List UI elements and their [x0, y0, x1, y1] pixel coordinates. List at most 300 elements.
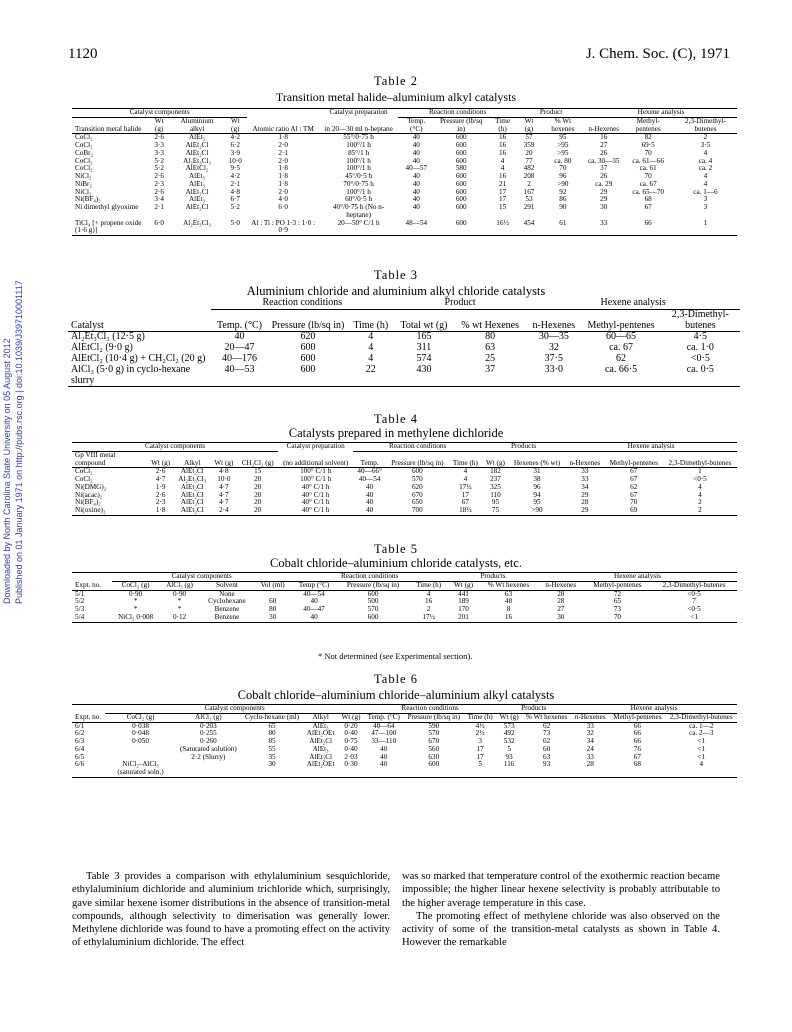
table5-column-header: Pressure (lb/sq in)	[337, 581, 410, 590]
table3-cell: 37	[454, 365, 526, 387]
table4-column-header: Alkyl	[174, 451, 210, 468]
table4-cell: 38	[533, 475, 541, 484]
table4-cell: 10·0	[217, 475, 231, 484]
table4-cell: 67	[630, 475, 638, 484]
table4-cell: 20	[254, 490, 262, 499]
body-paragraph: was so marked that temperature control of the exothermic reaction became impossible; the higher linear hexene selectivity is probably attributable to the higher average temperature in this case.	[402, 871, 720, 909]
table2-cell: 33	[585, 220, 623, 236]
table4-cell: Al₂Et₃Cl₃	[178, 475, 207, 484]
table3-cell: 600	[300, 352, 316, 364]
table5-cell: *	[133, 597, 138, 606]
table6-cell: 0·75	[344, 737, 358, 746]
table2-cell: 10·0	[228, 156, 242, 165]
t3-group: Hexene analysis	[526, 298, 740, 309]
table6-cell: AlEt₃	[312, 721, 329, 730]
table2-cell: 600	[435, 220, 488, 236]
table6-cell: 66	[633, 737, 641, 746]
t2-group: Hexene analysis	[585, 109, 737, 118]
table2-cell: 600	[455, 187, 467, 196]
table2-cell: 3	[703, 195, 708, 204]
table3-cell: 4·5	[693, 331, 707, 343]
table5-cell: 30	[254, 614, 291, 622]
table2-cell: ca. 65—70	[632, 187, 664, 196]
t4-group: Catalyst components	[72, 443, 278, 452]
table6-cell: 630	[428, 752, 440, 761]
table4-cell: 2	[663, 507, 737, 515]
table6-cell: 4½	[475, 721, 485, 730]
table2-cell: 3·9	[230, 148, 241, 157]
table3-cell: ca. 66·5	[581, 365, 660, 387]
table2-cell: 4·2	[230, 172, 241, 181]
table2-row	[72, 220, 737, 236]
sidebar-published: Published on 01 January 1971 on http://pubs.rsc.org | doi:10.1039/J39710001117	[14, 280, 24, 604]
table2-cell: 82	[644, 133, 652, 142]
table3-cell: AlEtCl₂ (9·0 g)	[71, 342, 133, 354]
table2-cell: AlEt₃	[188, 133, 206, 142]
table4-cell: 33	[581, 475, 589, 484]
table4-cell: <0·5	[693, 475, 707, 484]
table2-cell: 6·0	[278, 203, 288, 212]
table4-cell: 40° C/1 h	[301, 482, 330, 491]
table6-column-header: Methyl-pentenes	[609, 713, 665, 722]
table4-cell: AlEt₂Cl	[174, 507, 210, 515]
t3-group: Product	[394, 298, 526, 309]
table2-cell: 5·0	[223, 220, 247, 236]
table2-cell: Al₂Et₃Cl₃	[183, 156, 211, 165]
table2-cell: 1·8	[278, 179, 288, 188]
table3-cell: 33·0	[526, 365, 581, 387]
table6-cell: (Saturated solution)	[179, 744, 237, 753]
t6-group: Catalyst components	[105, 705, 364, 714]
table5-cell: 2	[426, 605, 431, 614]
table6-cell: ca. 2—3	[689, 729, 714, 738]
table4-cell: 100° C/1 h	[300, 475, 332, 484]
table4-column-header: Methyl-pentenes	[605, 451, 663, 468]
table2-row	[72, 134, 737, 142]
table6-cell: 5	[507, 744, 511, 753]
table2-cell: 15	[498, 203, 507, 212]
table4-cell: 20	[237, 507, 278, 515]
t2-group: Reaction conditions	[398, 109, 517, 118]
table4-cell: 4·7	[219, 490, 229, 499]
t4-group: Reaction conditions	[353, 443, 482, 452]
table5-column-header: Time (h)	[409, 581, 448, 590]
table3-cell: 40	[234, 331, 245, 343]
table4-cell: CoCl₂	[75, 467, 93, 476]
table2-cell: CoCl₂	[75, 164, 93, 173]
table5-column-header: Expt. no.	[72, 581, 112, 590]
table2-cell: 29	[600, 187, 608, 196]
table2-cell: 454	[517, 220, 541, 236]
table5-title: Cobalt chloride–aluminium chloride catalysts, etc.	[269, 556, 522, 570]
table2-cell: 92	[559, 187, 567, 196]
table2-cell: 600	[455, 156, 467, 165]
table2-cell: 2·0	[278, 156, 288, 165]
table4-cell: 4·7	[219, 482, 229, 491]
table2-cell: 95	[559, 133, 567, 142]
table5-cell: 16	[425, 597, 433, 606]
table4-column-header: n-Hexenes	[565, 451, 604, 468]
table4-column-header: 2,3-Dimethyl-butenes	[663, 451, 737, 468]
table6-cell: 590	[428, 721, 440, 730]
table4-column-header: Time (h)	[449, 451, 482, 468]
table6-cell: 0·40	[344, 744, 358, 753]
table6-cell: 670	[428, 737, 440, 746]
table3-cell: AlEtCl₂ (10·4 g) + CH₂Cl₂ (20 g)	[71, 352, 206, 364]
table2-cell: CoCl₂	[75, 156, 93, 165]
table6-cell: 3	[478, 737, 482, 746]
table5-cell: 28	[557, 597, 565, 606]
table2-cell: 100°/1 h	[346, 156, 371, 165]
table4-cell: 4	[698, 482, 702, 491]
body-left-column	[72, 870, 390, 950]
table5-cell: <0·5	[687, 605, 701, 614]
table5-column-header: n-Hexenes	[538, 581, 584, 590]
table4-cell: 75	[482, 507, 509, 515]
table6-cell: 0·050	[132, 737, 149, 746]
table6-column-header: n-Hexenes	[571, 713, 609, 722]
table5-cell: *	[177, 605, 182, 614]
table4-column-header: Wt (g)	[482, 451, 509, 468]
table6-cell: 0·20	[344, 721, 358, 730]
table2-cell: 4	[500, 164, 505, 173]
table2-cell: 40	[412, 195, 420, 204]
table4-column-header: Wt (g)	[147, 451, 174, 468]
table2-cell: 167	[523, 187, 535, 196]
table3-row	[68, 332, 740, 343]
table2-cell: 2·1	[278, 148, 288, 157]
table6-cell: 6/4	[75, 744, 85, 753]
table4-cell: 110	[490, 490, 501, 499]
table6-cell: 40	[380, 744, 388, 753]
table2-cell: 16½	[488, 220, 517, 236]
t2-group: Catalyst components	[72, 109, 247, 118]
table2-cell: Ni dimethyl glyoxime	[75, 203, 139, 212]
table4-column-header: CH₂Cl₂ (g)	[237, 451, 278, 468]
table6-cell: 68	[609, 761, 665, 777]
table3-cell: 62	[616, 352, 627, 364]
table2-cell: AlEt₃	[188, 195, 206, 204]
table5-label: Table 5	[374, 542, 418, 556]
table3-cell: 165	[416, 331, 432, 343]
table3	[68, 298, 740, 387]
table6	[72, 704, 737, 778]
table4-cell: 67	[630, 490, 638, 499]
table2-cell: 40	[412, 148, 420, 157]
table5-column-header: Wt (g)	[448, 581, 479, 590]
table3-cell: 40—176	[222, 352, 257, 364]
table4-cell: 34	[581, 482, 589, 491]
table3-cell: <0·5	[690, 352, 710, 364]
table5-cell: <0·5	[687, 589, 701, 598]
table6-column-header: Wt (g)	[338, 713, 364, 722]
table6-cell: 17	[476, 744, 484, 753]
table4-cell: 670	[411, 490, 423, 499]
table2-cell: 6·2	[230, 141, 241, 150]
table2-cell: 4	[500, 156, 505, 165]
table4-cell: 95	[491, 498, 500, 507]
table4-cell: 4·7	[219, 498, 229, 507]
table3-cell: 20—47	[224, 342, 255, 354]
table2-cell: 45°/0·5 h	[345, 172, 373, 181]
table3-column-header: Temp. (°C)	[211, 309, 269, 332]
table3-row	[68, 365, 740, 387]
table2-cell: 55°/0·75 h	[343, 133, 374, 142]
table2-column-header: Transition metal halide	[72, 117, 147, 134]
table6-cell: 492	[503, 729, 515, 738]
table2-row	[72, 165, 737, 173]
table5-column-header: 2,3-Dimethyl-butenes	[651, 581, 737, 590]
table2-column-header: Methyl-pentenes	[622, 117, 673, 134]
table5-column-header: Vol (ml)	[254, 581, 291, 590]
table2-cell: 5·2	[154, 156, 164, 165]
table2-cell: 90	[559, 203, 567, 212]
table2-cell: 600	[455, 195, 467, 204]
table6-cell: 76	[633, 744, 641, 753]
table2-cell: 57	[525, 133, 533, 142]
table6-column-header: Time (h)	[464, 713, 496, 722]
table2-cell: 70°/0·75 h	[343, 179, 374, 188]
table2-cell: 70	[559, 164, 567, 173]
table4-cell: 4	[463, 467, 468, 476]
table2-cell: 100°/1 h	[346, 164, 371, 173]
table4-cell: 1·8	[147, 507, 174, 515]
table3-column-header: Methyl-pentenes	[581, 309, 660, 332]
table6-cell: AlEt₂Cl	[309, 737, 333, 746]
table6-cell: 28	[571, 761, 609, 777]
table2-cell: AlEtCl₂	[185, 164, 209, 173]
table6-cell: 0·260	[199, 737, 217, 746]
table6-cell: 6/1	[75, 721, 85, 730]
table4-cell: Ni(DMG)₂	[75, 482, 107, 491]
table2-cell: 26	[600, 148, 608, 157]
table5-cell: 40—47	[303, 605, 325, 614]
table4-cell: AlEt₂Cl	[180, 498, 204, 507]
table4-cell: AlEt₂Cl	[180, 490, 204, 499]
table2-cell: 291	[523, 203, 535, 212]
table2-cell: CoCl₂	[75, 141, 93, 150]
table4-cell: 620	[411, 482, 423, 491]
table2-cell: ca. 2	[698, 164, 713, 173]
table4-cell: 20	[254, 482, 262, 491]
table2-cell: 600	[455, 133, 467, 142]
table6-cell: 34	[586, 737, 594, 746]
table4-cell: 570	[411, 475, 423, 484]
table2-cell: 2·3	[154, 179, 164, 188]
table6-cell: <1	[697, 737, 706, 746]
table5-cell: 28	[557, 589, 565, 598]
table2-cell: 2·6	[154, 187, 164, 196]
table5-cell: 7	[692, 597, 696, 606]
table4-cell: 20	[254, 475, 262, 484]
table2-cell: 40	[412, 172, 420, 181]
table2-cell: 16	[498, 141, 507, 150]
table5-cell: *	[177, 597, 182, 606]
table2-cell: 4·8	[230, 187, 241, 196]
table4-cell: 40° C/1 h	[301, 498, 330, 507]
table2-row	[72, 142, 737, 150]
table4-column-header: (no additional solvent)	[278, 451, 353, 468]
table2-column-header: Wt (g)	[147, 117, 170, 134]
table2-cell: ca. 61	[639, 164, 657, 173]
table4-cell: 95	[533, 498, 541, 507]
table2-cell: 40	[412, 179, 420, 188]
table2-cell: 53	[525, 195, 533, 204]
table3-cell: Al₂Et₃Cl₃ (12·5 g)	[71, 331, 145, 343]
table2-cell: 40	[412, 187, 420, 196]
table4-cell: 4	[698, 490, 702, 499]
table2-cell: 208	[523, 172, 535, 181]
table2-cell: 69·5	[641, 141, 655, 150]
table6-cell: 32	[586, 729, 594, 738]
table5-row	[72, 598, 737, 606]
table5-cell: 73	[613, 605, 621, 614]
table2-cell: Ni(BF₄)₂	[75, 195, 101, 204]
table5-cell: 0·90	[172, 589, 187, 598]
table6-cell: 0·255	[199, 729, 217, 738]
table4-cell: 29	[581, 490, 589, 499]
t2-group: Catalyst preparation	[319, 109, 398, 118]
table2-cell: 1·8	[278, 133, 288, 142]
table6-cell: 0·40	[344, 729, 358, 738]
t5-group: Products	[448, 573, 538, 582]
table5-cell: 5/4	[72, 614, 112, 622]
table6-cell: 63	[543, 752, 551, 761]
table2-row	[72, 196, 737, 204]
table6-cell: 40—64	[372, 721, 395, 730]
table4-cell: 40° C/1 h	[278, 507, 353, 515]
table5-cell: 17½	[409, 614, 448, 622]
table2-cell: 1·8	[278, 172, 288, 181]
table4-cell: 4	[463, 475, 468, 484]
table2-cell: 4	[703, 179, 708, 188]
table2-cell: 67	[644, 203, 652, 212]
table6-cell: 80	[268, 729, 276, 738]
table2-cell: NiBr₂	[75, 179, 92, 188]
table2-cell: AlEt₂Cl	[185, 187, 209, 196]
table4-label: Table 4	[374, 412, 418, 426]
table6-cell: 47—100	[371, 729, 397, 738]
table3-cell: 80	[485, 331, 496, 343]
table2-column-header: Temp. (°C)	[398, 117, 434, 134]
table4-row	[72, 484, 737, 492]
table4-column-header: Gp VIII metal compound	[72, 451, 147, 468]
table6-cell: AlEt₂OEt	[306, 729, 335, 738]
table5-row	[72, 614, 737, 622]
table6-column-header: Temp. (°C)	[364, 713, 404, 722]
table2-row	[72, 189, 737, 197]
table6-label: Table 6	[374, 672, 418, 686]
table3-column-header: 2,3-Dimethyl-butenes	[661, 309, 740, 332]
table3-column-header: Time (h)	[348, 309, 394, 332]
table6-cell: 2·2 (Slurry)	[191, 752, 226, 761]
table3-cell: 600	[268, 365, 347, 387]
table2-cell: 20—50° C/1 h	[319, 220, 398, 236]
table5-cell: 4	[426, 589, 431, 598]
table2-cell: ca. 30—35	[587, 156, 620, 165]
table4-cell: 40	[366, 482, 374, 491]
table6-cell: 33	[586, 721, 594, 730]
table6-cell: 85	[268, 737, 276, 746]
table4-cell: >90	[509, 507, 565, 515]
table2-cell: Al₂Et₃Cl₃	[171, 220, 223, 236]
table3-cell: ca. 1·0	[686, 342, 714, 354]
t5-group: Hexene analysis	[538, 573, 737, 582]
table3-cell: 4	[368, 331, 374, 343]
table2-cell: 29	[600, 195, 608, 204]
table2-cell: CoCl₂	[75, 133, 93, 142]
table5-cell: 189	[458, 597, 469, 606]
table6-cell: 35	[268, 752, 276, 761]
table6-cell: 66	[633, 729, 641, 738]
table4-title: Catalysts prepared in methylene dichloride	[288, 426, 504, 440]
table6-cell: 62	[543, 721, 551, 730]
table2-cell: 40°/0·75 h (No n-heptane)	[332, 203, 385, 219]
table4-column-header: Hexenes (% wt)	[509, 451, 565, 468]
table5-cell: 5/2	[75, 597, 85, 606]
page-number: 1120	[68, 46, 98, 62]
table2-cell: 1·8	[278, 164, 288, 173]
table2-cell: ca. 67	[639, 179, 657, 188]
table5-column-header: CoCl₂ (g)	[112, 581, 159, 590]
table2-cell: ca. 80	[554, 156, 572, 165]
table6-cell: 116	[496, 761, 522, 777]
table4-cell: 15	[254, 467, 262, 476]
table2-column-header: Time (h)	[488, 117, 517, 134]
table2-cell: 600	[455, 203, 467, 212]
table2-cell: 66	[622, 220, 673, 236]
table2-cell: 70	[644, 172, 652, 181]
table2-column-header: 2,3-Dimethyl-butenes	[674, 117, 737, 134]
table4-cell: 237	[490, 475, 501, 484]
table4-cell: 40	[353, 507, 386, 515]
sidebar-downloaded: Downloaded by North Carolina State University on 05 August 2012	[2, 338, 12, 604]
table2-column-header: Aluminium alkyl	[171, 117, 223, 134]
table4-cell: 1	[698, 467, 702, 476]
table6-column-header: Expt. no.	[72, 713, 105, 722]
table2-cell: 6·0	[147, 220, 170, 236]
table4-cell: 94	[533, 490, 541, 499]
table2-cell: 100°/1 h	[346, 187, 371, 196]
table4-column-header: Wt (g)	[210, 451, 237, 468]
table2-cell: ca. 61—66	[632, 156, 664, 165]
table4-cell: 2·6	[155, 467, 166, 476]
table4-cell: 28	[581, 498, 589, 507]
table4-cell: 100° C/1 h	[300, 467, 332, 476]
table2-cell: 3·3	[154, 141, 164, 150]
table4-column-header: Temp.	[353, 451, 386, 468]
table2-cell: 4·2	[230, 133, 241, 142]
table4-cell: 62	[630, 482, 638, 491]
table6-cell: 30	[241, 761, 303, 777]
table6-cell: <1	[697, 744, 706, 753]
table2-cell: 61	[541, 220, 585, 236]
table2-cell: 5·2	[230, 203, 241, 212]
body-right-column	[402, 870, 720, 950]
table6-cell: 66	[633, 721, 641, 730]
table2-row	[72, 158, 737, 166]
table5-column-header: % Wt hexenes	[479, 581, 538, 590]
table2-cell: 4	[703, 172, 708, 181]
table5	[72, 572, 737, 623]
table2-cell: TiCl₄ [+ propene oxide (1·6 g)]	[72, 220, 147, 236]
table4-cell: 67	[630, 467, 638, 476]
t6-group: Reaction conditions	[364, 705, 496, 714]
table3-cell: ca. 0·5	[661, 365, 740, 387]
table5-cell: 63	[504, 589, 513, 598]
table2-cell: 1	[674, 220, 737, 236]
table2-cell: 20	[525, 148, 533, 157]
